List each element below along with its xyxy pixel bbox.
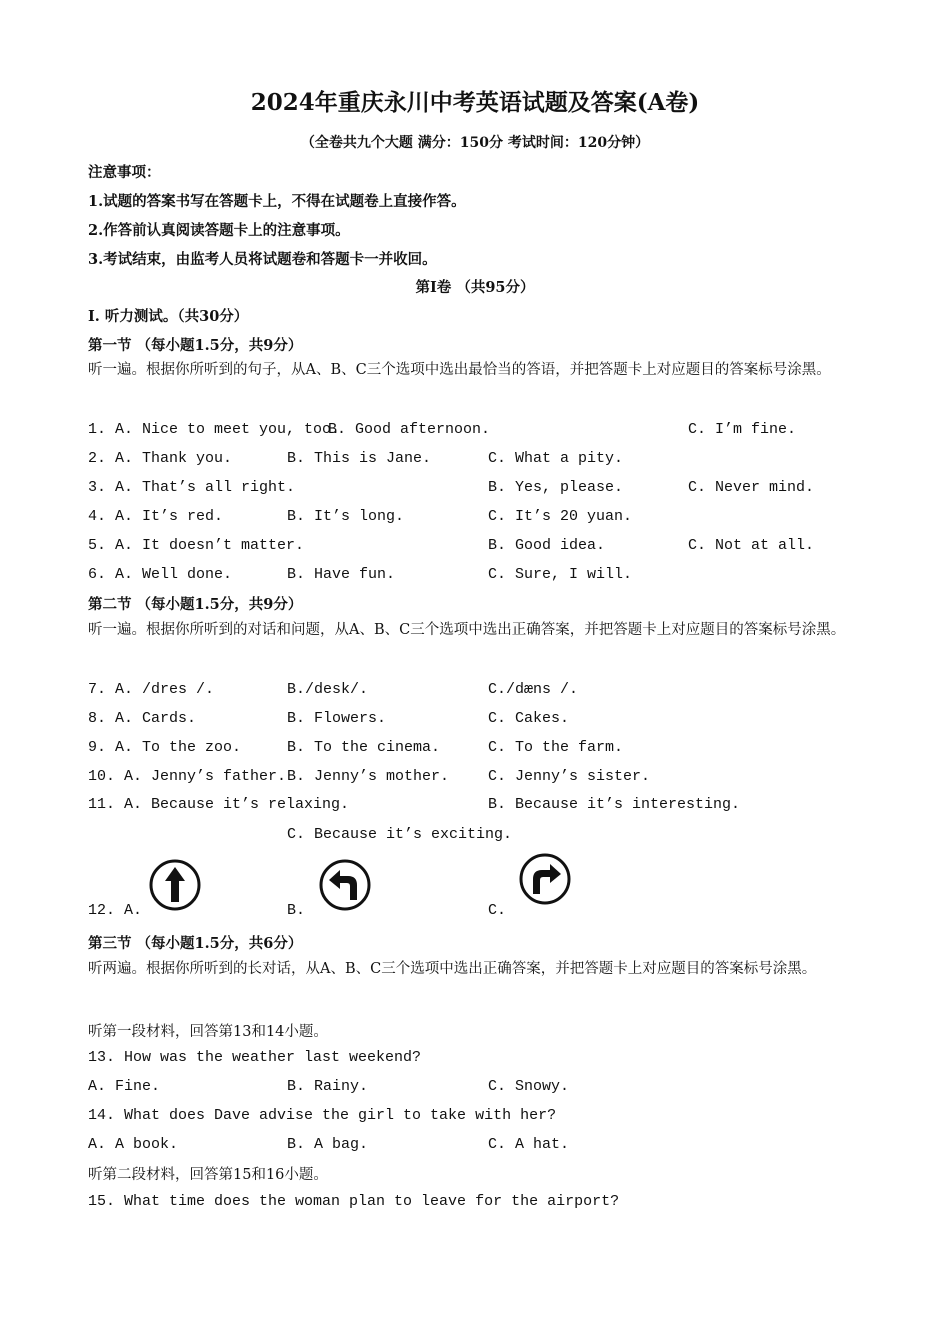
option-b: B. Good afternoon. bbox=[328, 421, 491, 438]
option-a: 8. A. Cards. bbox=[88, 710, 197, 727]
option-b: B. Flowers. bbox=[287, 710, 387, 727]
option-b: B. A bag. bbox=[287, 1136, 369, 1153]
question-14-stem: 14. What does Dave advise the girl to take with her? bbox=[88, 1107, 557, 1124]
question-15-stem: 15. What time does the woman plan to leave for the airport? bbox=[88, 1193, 620, 1210]
option-a: 10. A. Jenny’s father. bbox=[88, 768, 287, 785]
option-b: B. Jenny’s mother. bbox=[287, 768, 450, 785]
question-13-stem: 13. How was the weather last weekend? bbox=[88, 1049, 422, 1066]
option-c: C. Sure, I will. bbox=[488, 566, 633, 583]
option-c: C./dæns /. bbox=[488, 681, 579, 698]
option-a: 12. A. bbox=[88, 902, 143, 919]
option-b: B. Because it’s interesting. bbox=[488, 796, 741, 813]
option-c: C. To the farm. bbox=[488, 739, 624, 756]
notice-heading: 注意事项： bbox=[88, 164, 161, 181]
option-a: 3. A. That’s all right. bbox=[88, 479, 296, 496]
option-a: 11. A. Because it’s relaxing. bbox=[88, 796, 350, 813]
option-a: 2. A. Thank you. bbox=[88, 450, 233, 467]
part-heading: Ⅰ. 听力测试。（共30分） bbox=[88, 308, 249, 325]
option-b: B./desk/. bbox=[287, 681, 369, 698]
notice-item: 1.试题的答案书写在答题卡上，不得在试题卷上直接作答。 bbox=[88, 193, 466, 210]
option-c: C. Cakes. bbox=[488, 710, 570, 727]
option-b: B. bbox=[287, 902, 306, 919]
option-a: A. Fine. bbox=[88, 1078, 161, 1095]
turn-right-sign-icon bbox=[518, 852, 572, 906]
section-instruction: 听两遍。根据你所听到的长对话，从A、B、C三个选项中选出正确答案，并把答题卡上对应题目的答案标号涂黑。 bbox=[88, 961, 817, 977]
option-b: B. Good idea. bbox=[488, 537, 606, 554]
option-a: 6. A. Well done. bbox=[88, 566, 233, 583]
section-heading: 第二节 （每小题1.5分，共9分） bbox=[88, 596, 303, 613]
option-b: B. Yes, please. bbox=[488, 479, 624, 496]
material-note: 听第一段材料，回答第13和14小题。 bbox=[88, 1024, 328, 1040]
option-c: C. Because it’s exciting. bbox=[287, 826, 513, 843]
arrow-up-sign-icon bbox=[148, 858, 202, 912]
option-c: C. Not at all. bbox=[688, 537, 815, 554]
option-a: 7. A. /dres /. bbox=[88, 681, 215, 698]
option-b: B. Rainy. bbox=[287, 1078, 369, 1095]
option-a: 4. A. It’s red. bbox=[88, 508, 224, 525]
option-b: B. This is Jane. bbox=[287, 450, 432, 467]
material-note: 听第二段材料，回答第15和16小题。 bbox=[88, 1167, 328, 1183]
section-heading: 第一节 （每小题1.5分，共9分） bbox=[88, 337, 303, 354]
option-c: C. What a pity. bbox=[488, 450, 624, 467]
option-a: 1. A. Nice to meet you, too. bbox=[88, 421, 341, 438]
option-c: C. A hat. bbox=[488, 1136, 570, 1153]
option-a: 5. A. It doesn’t matter. bbox=[88, 537, 305, 554]
volume-heading: 第Ⅰ卷 （共95分） bbox=[415, 279, 535, 296]
turn-left-sign-icon bbox=[318, 858, 372, 912]
option-b: B. It’s long. bbox=[287, 508, 405, 525]
option-a: 9. A. To the zoo. bbox=[88, 739, 242, 756]
option-c: C. Jenny’s sister. bbox=[488, 768, 651, 785]
section-heading: 第三节 （每小题1.5分，共6分） bbox=[88, 935, 303, 952]
option-b: B. To the cinema. bbox=[287, 739, 441, 756]
exam-info: （全卷共九个大题 满分：150分 考试时间：120分钟） bbox=[300, 135, 650, 151]
option-c: C. bbox=[488, 902, 507, 919]
option-c: C. Never mind. bbox=[688, 479, 815, 496]
option-a: A. A book. bbox=[88, 1136, 179, 1153]
section-instruction: 听一遍。根据你所听到的对话和问题，从A、B、C三个选项中选出正确答案，并把答题卡上对应题目的答案标号涂黑。 bbox=[88, 622, 846, 638]
option-c: C. Snowy. bbox=[488, 1078, 570, 1095]
notice-item: 2.作答前认真阅读答题卡上的注意事项。 bbox=[88, 222, 350, 239]
notice-item: 3.考试结束，由监考人员将试题卷和答题卡一并收回。 bbox=[88, 251, 437, 268]
section-instruction: 听一遍。根据你所听到的句子，从A、B、C三个选项中选出最恰当的答语，并把答题卡上对应题目的答案标号涂黑。 bbox=[88, 362, 831, 378]
page-title: 2024年重庆永川中考英语试题及答案(A卷) bbox=[250, 89, 700, 116]
option-b: B. Have fun. bbox=[287, 566, 396, 583]
option-c: C. I’m fine. bbox=[688, 421, 797, 438]
option-c: C. It’s 20 yuan. bbox=[488, 508, 633, 525]
